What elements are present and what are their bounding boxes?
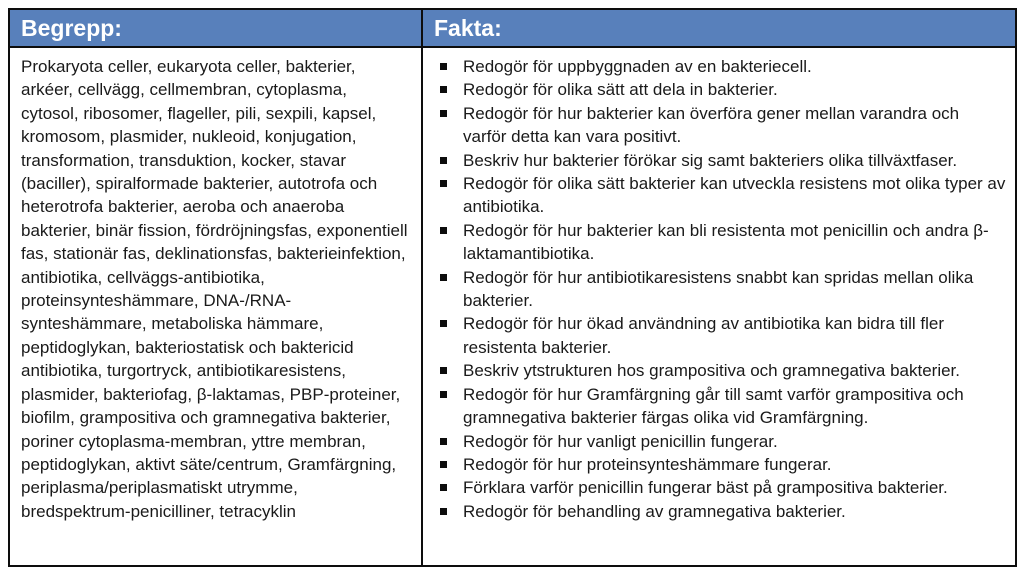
- fakta-list-item: [423, 383, 1007, 430]
- fakta-item-text: Redogör för hur Gramfärgning går till samt varför grampositiva och gramnegativa bakterier färgas olika vid Gramfärgning.: [463, 384, 964, 428]
- fakta-list-item: [423, 500, 1007, 523]
- fakta-header-label: Fakta:: [434, 14, 502, 41]
- square-bullet-icon: [440, 484, 447, 491]
- begrepp-terms-text: Prokaryota celler, eukaryota celler, bakterier, arkéer, cellvägg, cellmembran, cytoplasma, cytosol, ribosomer, flageller, pili, sexpili, kapsel, kromosom, plasmider, nukleoid, konjugation, transformation, transduktion, kocker, stavar (baciller), spiralformade bakterier, autotrofa och heterotrofa bakterier, aeroba och anaeroba bakterier, binär fission, fördröjningsfas, exponentiell fas, stationär fas, deklinationsfas, bakterieinfektion, antibiotika, cellväggs-antibiotika, proteinsynteshämmare, DNA-/RNA-synteshämmare, metaboliska hämmare, peptidoglykan, bakteriostatisk och baktericid antibiotika, turgortryck, antibiotikaresistens, plasmider, bakteriofag, β-laktamas, PBP-proteiner, biofilm, grampositiva och gramnegativa bakterier, poriner cytoplasma-membran, yttre membran, peptidoglykan, aktivt säte/centrum, Gramfärgning, periplasma/periplasmatiskt utrymme, bredspektrum-penicilliner, tetracyklin: [21, 57, 408, 521]
- fakta-list-item: [423, 78, 1007, 101]
- square-bullet-icon: [440, 438, 447, 445]
- square-bullet-icon: [440, 157, 447, 164]
- fakta-item-text: Redogör för hur bakterier kan överföra gener mellan varandra och varför detta kan vara positivt.: [463, 103, 960, 147]
- fakta-list-item: [423, 453, 1007, 476]
- square-bullet-icon: [440, 110, 447, 117]
- fakta-list-item: [423, 55, 1007, 78]
- begrepp-content-cell: [10, 48, 421, 565]
- fakta-item-text: Redogör för hur vanligt penicillin fungerar.: [463, 431, 778, 451]
- square-bullet-icon: [440, 367, 447, 374]
- fakta-list-item: [423, 359, 1007, 382]
- square-bullet-icon: [440, 274, 447, 281]
- fakta-content-cell: [421, 48, 1015, 565]
- fakta-list: [423, 55, 1007, 523]
- fakta-header-cell: [421, 10, 1015, 48]
- square-bullet-icon: [440, 461, 447, 468]
- fakta-item-text: Redogör för hur proteinsynteshämmare fungerar.: [463, 454, 832, 474]
- square-bullet-icon: [440, 86, 447, 93]
- square-bullet-icon: [440, 391, 447, 398]
- fakta-list-item: [423, 266, 1007, 313]
- fakta-item-text: Förklara varför penicillin fungerar bäst på grampositiva bakterier.: [463, 478, 948, 498]
- fakta-item-text: Redogör för hur ökad användning av antibiotika kan bidra till fler resistenta bakterier.: [463, 314, 945, 357]
- fakta-item-text: Redogör för hur antibiotikaresistens snabbt kan spridas mellan olika bakterier.: [463, 267, 974, 311]
- square-bullet-icon: [440, 180, 447, 187]
- square-bullet-icon: [440, 63, 447, 70]
- fakta-list-item: [423, 312, 1007, 359]
- fakta-list-item: [423, 102, 1007, 149]
- fakta-list-item: [423, 219, 1007, 266]
- fakta-list-item: [423, 476, 1007, 499]
- fakta-item-text: Redogör för olika sätt bakterier kan utveckla resistens mot olika typer av antibiotika.: [463, 174, 1006, 217]
- begrepp-fakta-table: [8, 8, 1017, 567]
- fakta-item-text: Beskriv hur bakterier förökar sig samt bakteriers olika tillväxtfaser.: [463, 150, 958, 170]
- fakta-item-text: Redogör för hur bakterier kan bli resistenta mot penicillin och andra β-laktamantibiotika.: [463, 220, 989, 264]
- square-bullet-icon: [440, 508, 447, 515]
- square-bullet-icon: [440, 320, 447, 327]
- square-bullet-icon: [440, 227, 447, 234]
- fakta-item-text: Beskriv ytstrukturen hos grampositiva och gramnegativa bakterier.: [463, 361, 961, 381]
- begrepp-header-cell: [10, 10, 421, 48]
- fakta-item-text: Redogör för olika sätt att dela in bakterier.: [463, 80, 778, 100]
- fakta-list-item: [423, 430, 1007, 453]
- fakta-item-text: Redogör för uppbyggnaden av en bakteriecell.: [463, 57, 812, 76]
- fakta-item-text: Redogör för behandling av gramnegativa bakterier.: [463, 501, 846, 521]
- fakta-list-item: [423, 149, 1007, 172]
- fakta-list-item: [423, 172, 1007, 219]
- begrepp-header-label: Begrepp:: [21, 14, 122, 41]
